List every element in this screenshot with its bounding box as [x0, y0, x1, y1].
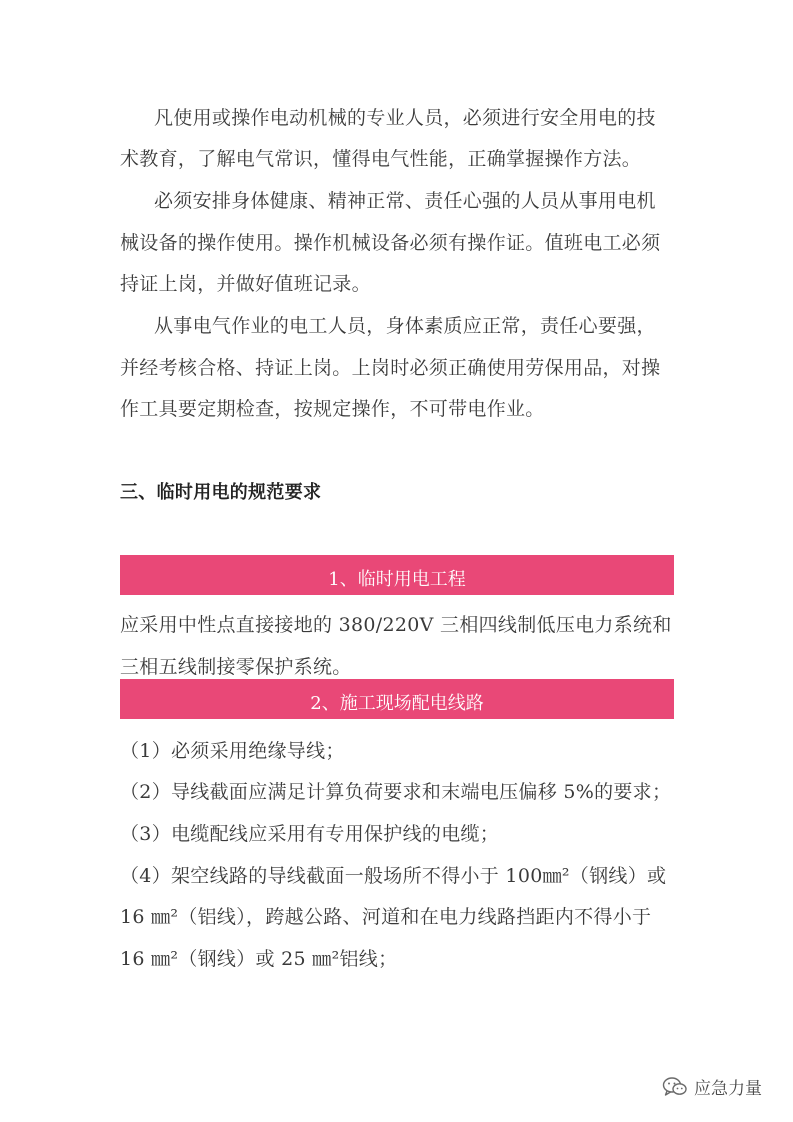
p3-line1: 从事电气作业的电工人员，身体素质应正常，责任心要强，: [154, 315, 656, 337]
p2-line3: 持证上岗，并做好值班记录。: [120, 273, 371, 295]
subsection-banner-1-label: 1、临时用电工程: [328, 569, 466, 590]
subsection1-line2: 三相五线制接零保护系统。: [120, 656, 352, 678]
section-heading: 三、临时用电的规范要求: [120, 482, 322, 503]
p3-line2: 并经考核合格、持证上岗。上岗时必须正确使用劳保用品，对操: [120, 357, 661, 379]
list-item-4-line3: 16 ㎜²（钢线）或 25 ㎜²铝线；: [120, 948, 398, 970]
p1-line1: 凡使用或操作电动机械的专业人员，必须进行安全用电的技: [154, 107, 656, 129]
list-item-4-line1: （4）架空线路的导线截面一般场所不得小于 100㎜²（钢线）或: [120, 865, 667, 887]
list-item-2: （2）导线截面应满足计算负荷要求和末端电压偏移 5%的要求；: [120, 781, 672, 803]
list-item-4-line2: 16 ㎜²（铝线），跨越公路、河道和在电力线路挡距内不得小于: [120, 906, 652, 928]
p1-line2: 术教育，了解电气常识，懂得电气性能，正确掌握操作方法。: [120, 148, 642, 170]
subsection-banner-2-label: 2、施工现场配电线路: [310, 693, 484, 714]
watermark-text: 应急力量: [694, 1079, 762, 1099]
wechat-icon: [662, 1076, 688, 1098]
p2-line2: 械设备的操作使用。操作机械设备必须有操作证。值班电工必须: [120, 232, 661, 254]
subsection-banner-1: [120, 555, 674, 595]
subsection1-line1: 应采用中性点直接接地的 380/220V 三相四线制低压电力系统和: [120, 614, 672, 636]
list-item-3: （3）电缆配线应采用有专用保护线的电缆；: [120, 823, 500, 845]
list-item-1: （1）必须采用绝缘导线；: [120, 740, 345, 762]
p3-line3: 作工具要定期检查，按规定操作，不可带电作业。: [120, 398, 545, 420]
subsection-banner-2: [120, 679, 674, 719]
p2-line1: 必须安排身体健康、精神正常、责任心强的人员从事用电机: [154, 190, 656, 212]
watermark: [662, 1074, 762, 1099]
